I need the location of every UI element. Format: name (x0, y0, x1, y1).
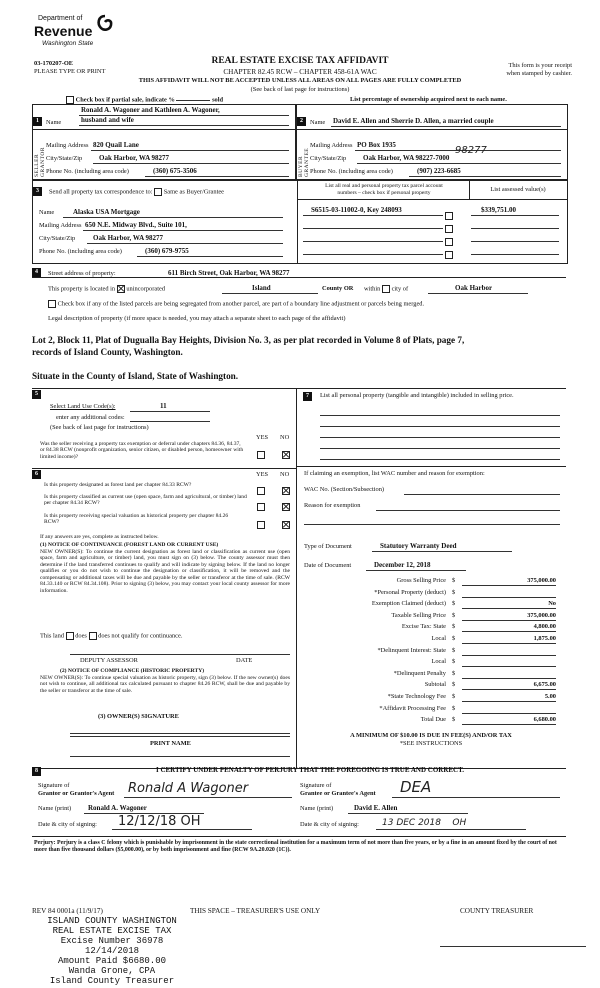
tax-row-dollar: $ (452, 600, 456, 608)
seller-side-label: SELLER GRANTOR (34, 147, 46, 177)
tax-corr-name-label: Name (39, 209, 55, 216)
section-7-number: 7 (303, 392, 312, 401)
buyer-mailing-value[interactable]: PO Box 1935 (357, 141, 396, 149)
print-name-label: PRINT NAME (150, 740, 191, 747)
logo-swirl-icon (96, 14, 114, 36)
logo-state: Washington State (42, 40, 94, 47)
section-2-number: 2 (297, 117, 306, 126)
tax-row-label: Subtotal (424, 681, 446, 689)
notice-continuance-body: NEW OWNER(S): To continue the current designation as forest land or classification as current use (open space, farm and agriculture, or timber) land, you must sign on (3) below. The county assessor must then determine if the land transferred continues to qualify and will indicate by signing below. If the land no longer qualifies or you do not wish to continue the designation or classification, it will be removed and the compensating or additional taxes will be due and payable by the seller or transferor at the time of sale. (RCW 84.33.140 or RCW 84.34.108). Prior to signing (3) below, you may contact your local county assessor for more information. (40, 549, 290, 594)
tax-corr-label: Send all property tax correspondence to: Same as Buyer/Grantee (49, 188, 225, 196)
section5-yes-header: YES (256, 434, 269, 441)
seller-phone-value[interactable]: (360) 675-3506 (153, 167, 197, 175)
tax-row-label: *Personal Property (deduct) (374, 588, 446, 596)
grantor-name-label: Name (print) (38, 805, 72, 812)
this-land-row: This land does does not qualify for continuance. (40, 632, 183, 640)
tax-row-dollar: $ (452, 693, 456, 700)
tax-corr-city-label: City/State/Zip (39, 235, 76, 242)
tax-row-value[interactable] (462, 658, 556, 667)
stamp-line: ISLAND COUNTY WASHINGTON (47, 916, 177, 926)
buyer-name-value[interactable]: David E. Allen and Sherrie D. Allen, a married couple (333, 117, 494, 125)
notice-compliance-title: (2) NOTICE OF COMPLIANCE (HISTORIC PROPERTY) (60, 668, 205, 674)
tax-corr-city-value[interactable]: Oak Harbor, WA 98277 (93, 234, 164, 242)
exemption-question: Was the seller receiving a property tax exemption or deferral under chapters 84.36, 84.37, or 84.38 RCW (nonprofit organization, senior citizen, or disabled person, homeowner with limited income)? (40, 441, 244, 460)
historic-question: Is this property receiving special valuation as historical property per chapter 84.26 RCW? (44, 513, 229, 526)
situate-line[interactable]: Situate in the County of Island, State of Washington. (32, 371, 239, 381)
land-does-not-checkbox[interactable] (89, 632, 97, 640)
tax-row-value[interactable] (462, 647, 556, 656)
buyer-phone-value[interactable]: (907) 223-6685 (417, 167, 461, 175)
form-code: 03-170207-OE (34, 60, 74, 67)
legal-description-label: Legal description of property (if more space is needed, you may attach a separate sheet to each page of the affidavit) (48, 315, 346, 322)
tax-row-label: Excise Tax: State (401, 623, 446, 631)
grantor-sig-of: Signature of (38, 782, 70, 789)
tax-row-value[interactable]: 375,000.00 (462, 612, 556, 621)
form-chapter: CHAPTER 82.45 RCW – CHAPTER 458-61A WAC (223, 68, 377, 76)
tax-row-value[interactable] (462, 705, 556, 714)
section5-see-back: (See back of last page for instructions) (50, 424, 149, 431)
buyer-mailing-label: Mailing Address (310, 142, 353, 149)
tax-row-label: *Affidavit Processing Fee (379, 704, 446, 712)
personal-property-label: List all personal property (tangible and intangible) included in selling price. (320, 392, 514, 399)
receipt-note-2: when stamped by cashier. (506, 70, 572, 77)
sold-label: sold (212, 96, 224, 104)
perjury-notice: Perjury: Perjury is a class C felony which is punishable by imprisonment in the state correctional institution for a maximum term of not more than five years, or by a fine in an amount fixed by the court of not more than five thousand dollars ($5,000.00), or by both imprisonment and fine (RCW 9A.20.020 (1C)). (34, 840, 557, 853)
tax-row-dollar: $ (452, 704, 456, 712)
tax-corr-name-value[interactable]: Alaska USA Mortgage (73, 208, 140, 216)
form-title: REAL ESTATE EXCISE TAX AFFIDAVIT (211, 56, 389, 66)
stamp-line: Island County Treasurer (49, 976, 175, 986)
tax-row-label: Total Due (420, 716, 446, 724)
property-location-row: This property is located in unincorporated (48, 285, 165, 293)
assessor-date-label: DATE (236, 657, 253, 664)
tax-row-label: Exemption Claimed (deduct) (371, 600, 446, 608)
seller-city-value[interactable]: Oak Harbor, WA 98277 (99, 154, 170, 162)
unincorporated-checkbox[interactable] (117, 285, 125, 293)
document-type-value[interactable]: Statutory Warranty Deed (380, 542, 457, 550)
forest-yes-checkbox[interactable] (257, 487, 265, 495)
street-address-value[interactable]: 611 Birch Street, Oak Harbor, WA 98277 (168, 269, 290, 277)
grantee-date-value: 13 DEC 2018 OH (382, 818, 467, 828)
tax-corr-mailing-value[interactable]: 650 N.E. Midway Blvd., Suite 101, (85, 221, 187, 229)
forest-no-checkbox[interactable] (282, 487, 290, 495)
forest-land-question: Is this property designated as forest land per chapter 84.33 RCW? (44, 482, 192, 488)
buyer-side-label: BUYER GRANTEE (298, 147, 310, 177)
tax-row-value[interactable] (462, 589, 556, 598)
section6-yes-header: YES (256, 471, 269, 478)
section-3-tax-correspondence (32, 180, 568, 264)
current-use-no-checkbox[interactable] (282, 503, 290, 511)
dor-logo (34, 10, 114, 54)
seller-city-label: City/State/Zip (46, 155, 83, 162)
certify-statement: I CERTIFY UNDER PENALTY OF PERJURY THAT THE FOREGOING IS TRUE AND CORRECT. (155, 766, 464, 774)
historic-yes-checkbox[interactable] (257, 521, 265, 529)
city-value[interactable]: Oak Harbor (455, 284, 493, 292)
current-use-question: Is this property classified as current use (open space, farm and agricultural, or timber) land per chapter 84.34 RCW? (44, 494, 247, 507)
logo-revenue: Revenue (34, 23, 93, 39)
grantee-date-label: Date & city of signing: (300, 821, 359, 828)
tax-row-label: Local (431, 658, 446, 666)
deputy-assessor-label: DEPUTY ASSESSOR (80, 657, 138, 664)
tax-row-dollar: $ (452, 611, 456, 619)
receipt-note-1: This form is your receipt (508, 62, 572, 69)
seller-name-line2[interactable]: husband and wife (81, 116, 134, 124)
legal-description-line2[interactable]: records of Island County, Washington. (32, 347, 183, 357)
minimum-due-note: A MINIMUM OF $10.00 IS DUE IN FEE(S) AND/OR TAX (350, 732, 512, 739)
tax-row-dollar: $ (452, 669, 456, 677)
see-back-note: (See back of last page for instructions) (250, 86, 350, 93)
tax-corr-mailing-label: Mailing Address (39, 222, 82, 229)
parcel-number-value[interactable]: S6515-03-11002-0, Key 248093 (311, 206, 402, 214)
tax-row-value[interactable]: No (462, 600, 556, 609)
tax-corr-phone-value[interactable]: (360) 679-9755 (145, 247, 189, 255)
grantor-date-label: Date & city of signing: (38, 821, 97, 828)
grantor-agent-label: Grantor or Grantor's Agent (38, 790, 115, 797)
tax-row-value[interactable]: 6,680.00 (462, 716, 556, 725)
partial-sale-label: Check box if partial sale, indicate % (75, 96, 175, 104)
assessed-header: List assessed value(s) (490, 186, 546, 193)
tax-row-value[interactable]: 1,875.00 (462, 635, 556, 644)
tax-corr-phone-label: Phone No. (including area code) (39, 248, 122, 255)
land-does-checkbox[interactable] (66, 632, 74, 640)
land-use-label: Select Land Use Code(s): (50, 403, 116, 410)
exemption-yes-checkbox[interactable] (257, 451, 265, 459)
grantee-signature: DEA (400, 778, 432, 796)
seller-name-line1[interactable]: Ronald A. Wagoner and Kathleen A. Wagoner, (81, 106, 220, 114)
historic-no-checkbox[interactable] (282, 521, 290, 529)
tax-row-dollar: $ (452, 623, 456, 631)
treasurer-space-label: THIS SPACE – TREASURER'S USE ONLY (190, 907, 321, 915)
notice-compliance-body: NEW OWNER(S): To continue special valuation as historic property, sign (3) below. If the new owner(s) does not wish to continue, all additional tax calculated pursuant to chapter 84.26 RCW, shall be due and payable by the seller or transferor at the time of sale. (40, 675, 290, 694)
partial-sale-row (66, 96, 223, 104)
tax-row-dollar: $ (452, 716, 456, 724)
within-city-row: within city of (364, 285, 409, 293)
tax-row-dollar: $ (452, 681, 456, 689)
within-city-checkbox[interactable] (382, 285, 390, 293)
stamp-line: 12/14/2018 (84, 946, 139, 956)
segregated-row: Check box if any of the listed parcels are being segregated from another parcel, are part of a boundary line adjustment or parcels being merged. (48, 300, 424, 308)
exemption-reason-label: Reason for exemption (304, 502, 361, 509)
tax-row-dollar: $ (452, 577, 456, 584)
seller-name-label: Name (46, 119, 62, 126)
tax-row-label: *State Technology Fee (387, 693, 446, 700)
grantor-signature: Ronald A Wagoner (128, 781, 249, 796)
grantee-name-label: Name (print) (300, 805, 334, 812)
county-treasurer-label: COUNTY TREASURER (460, 907, 534, 915)
county-or-label: County OR (322, 285, 354, 292)
seller-mailing-label: Mailing Address (46, 142, 89, 149)
tax-row-label: Local (431, 635, 446, 642)
if-yes-note: If any answers are yes, complete as instructed below. (40, 534, 159, 540)
stamp-line: Wanda Grone, CPA (68, 966, 156, 976)
section-4-number: 4 (32, 268, 41, 277)
buyer-city-value[interactable]: Oak Harbor, WA 98227-7000 (363, 154, 450, 162)
grantor-date-value: 12/12/18 OH (118, 814, 201, 829)
tax-row-value[interactable] (462, 670, 556, 679)
owner-signature-label: (3) OWNER(S) SIGNATURE (98, 713, 179, 720)
grantee-sig-of: Signature of (300, 782, 332, 789)
grantee-agent-label: Grantee or Grantee's Agent (300, 790, 376, 797)
logo-dept-line: Department of (38, 15, 83, 22)
tax-row-dollar: $ (452, 588, 456, 596)
section-8-number: 8 (32, 767, 41, 776)
grantee-name-value[interactable]: David E. Allen (354, 804, 398, 812)
current-use-yes-checkbox[interactable] (257, 503, 265, 511)
tax-row-dollar: $ (452, 646, 456, 654)
tax-row-label: *Delinquent Penalty (393, 669, 446, 677)
segregated-checkbox[interactable] (48, 300, 56, 308)
see-instructions-note: *SEE INSTRUCTIONS (399, 740, 463, 747)
buyer-zip-correction: 98277 (455, 145, 487, 156)
tax-row-label: Taxable Selling Price (391, 611, 446, 619)
stamp-line: REAL ESTATE EXCISE TAX (52, 926, 172, 936)
tax-row-value[interactable]: 5.00 (462, 693, 556, 702)
buyer-city-label: City/State/Zip (310, 155, 347, 162)
parcel-header-2: numbers – check box if personal property (337, 190, 431, 196)
additional-codes-label: enter any additional codes: (56, 414, 125, 421)
legal-description-line1[interactable]: Lot 2, Block 11, Plat of Dugualla Bay Heights, Division No. 3, as per plat recorded in Volume 8 of Plats, page 7, (32, 335, 465, 345)
document-type-label: Type of Document (304, 543, 352, 550)
section-2-buyer (296, 104, 568, 180)
section-1-number: 1 (33, 117, 42, 126)
tax-row-label: Gross Selling Price (396, 577, 446, 584)
section5-no-header: NO (280, 434, 290, 441)
section-6-number: 6 (32, 470, 41, 479)
section6-no-header: NO (280, 471, 290, 478)
section-5-number: 5 (32, 390, 41, 399)
street-address-label: Street address of property: (48, 270, 116, 277)
tax-row-label: *Delinquent Interest: State (377, 646, 446, 654)
stamp-line: Excise Number 36978 (60, 936, 164, 946)
county-value[interactable]: Island (252, 284, 271, 292)
treasurer-stamp (32, 916, 192, 986)
document-date-label: Date of Document (304, 562, 352, 569)
land-use-value[interactable]: 11 (160, 402, 167, 410)
buyer-name-label: Name (310, 119, 326, 126)
tax-row-dollar: $ (452, 635, 456, 642)
parcel-header-1: List all real and personal property tax parcel account (325, 183, 443, 189)
stamp-line: Amount Paid $6680.00 (57, 956, 167, 966)
seller-phone-label: Phone No. (including area code) (46, 168, 129, 175)
rev-code: REV 84 0001a (11/9/17) (32, 907, 103, 915)
tax-row-dollar: $ (452, 658, 456, 666)
tax-row-value[interactable]: 4,800.00 (462, 623, 556, 632)
document-date-value[interactable]: December 12, 2018 (374, 561, 431, 569)
exemption-no-checkbox[interactable] (282, 451, 290, 459)
section-3-number: 3 (33, 187, 42, 196)
same-as-buyer-checkbox[interactable] (154, 188, 162, 196)
exemption-wac-label: If claiming an exemption, list WAC number and reason for exemption: (304, 470, 485, 477)
notice-continuance-title: (1) NOTICE OF CONTINUANCE (FOREST LAND OR CURRENT USE) (40, 542, 219, 548)
list-percentage-note: List percentage of ownership acquired next to each name. (350, 96, 507, 103)
partial-sale-checkbox[interactable] (66, 96, 74, 104)
please-type: PLEASE TYPE OR PRINT (34, 68, 106, 75)
grantor-name-value[interactable]: Ronald A. Wagoner (88, 804, 147, 812)
not-accepted-notice: THIS AFFIDAVIT WILL NOT BE ACCEPTED UNLESS ALL AREAS ON ALL PAGES ARE FULLY COMPLETED (138, 77, 462, 84)
wac-number-label: WAC No. (Section/Subsection) (304, 486, 385, 493)
tax-row-value[interactable]: 375,000.00 (462, 577, 556, 586)
seller-mailing-value[interactable]: 820 Quail Lane (93, 141, 139, 149)
buyer-phone-label: Phone No. (including area code) (310, 168, 393, 175)
section-1-seller (32, 104, 296, 180)
tax-row-value[interactable]: 6,675.00 (462, 681, 556, 690)
parcel-4-personal-checkbox[interactable] (445, 251, 453, 259)
assessed-value[interactable]: $339,751.00 (481, 206, 516, 214)
